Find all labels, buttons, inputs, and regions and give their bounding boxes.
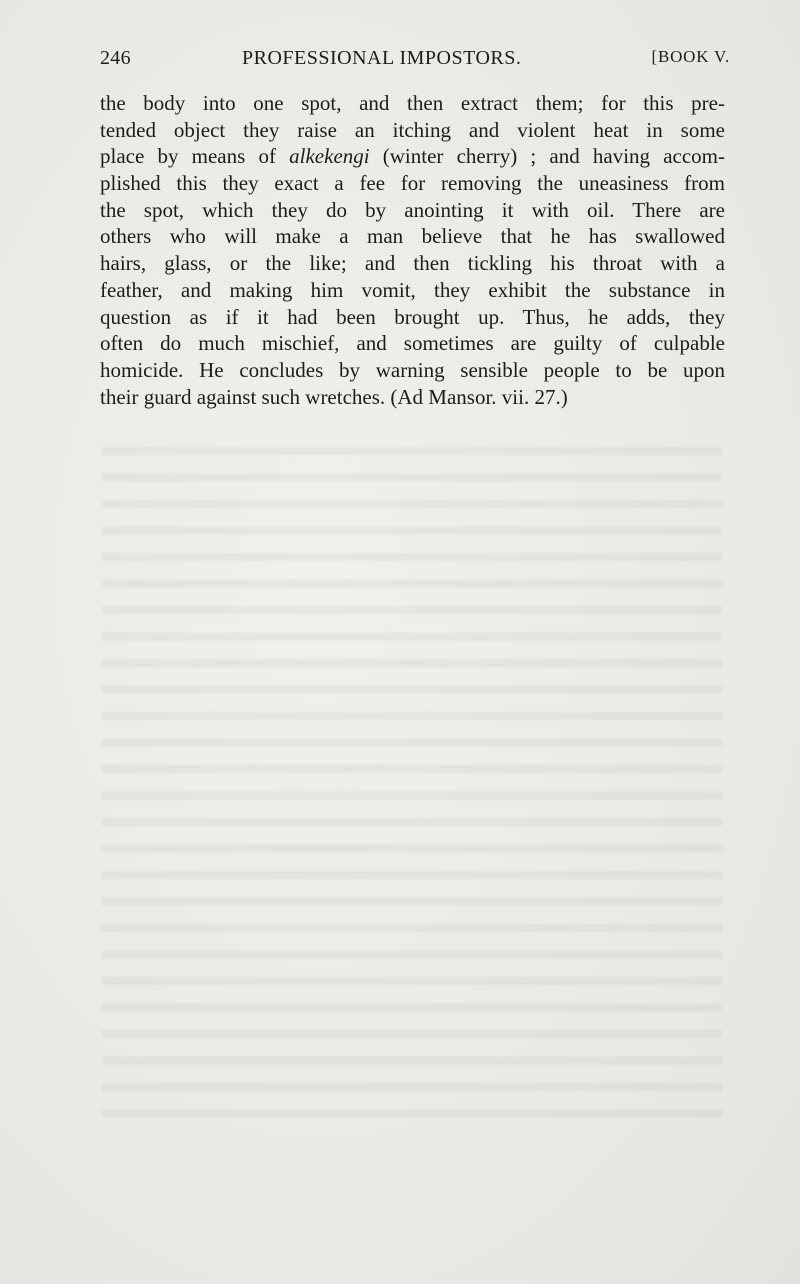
text-line: the body into one spot, and then extract them; for this pre- bbox=[100, 91, 725, 115]
text-line: their guard against such wretches. (Ad Mansor. vii. 27.) bbox=[100, 384, 568, 409]
text-line-start: place by means of bbox=[100, 144, 290, 169]
book-section: [BOOK V. bbox=[651, 47, 730, 66]
main-paragraph bbox=[100, 90, 725, 410]
text-line bbox=[100, 143, 725, 170]
text-line: homicide. He concludes by warning sensible people to be upon bbox=[100, 357, 725, 382]
page-number: 246 bbox=[100, 47, 131, 69]
text-line-end: (winter cherry) ; and having accom- bbox=[369, 144, 725, 169]
text-line: often do much mischief, and sometimes are guilty of culpable bbox=[100, 331, 725, 356]
text-line: others who will make a man believe that he has swallowed bbox=[100, 224, 725, 249]
text-line: the spot, which they do by anointing it with oil. There are bbox=[100, 197, 725, 222]
text-line: question as if it had been brought up. Thus, he adds, they bbox=[100, 304, 725, 329]
running-title: PROFESSIONAL IMPOSTORS. bbox=[242, 47, 522, 69]
text-line: hairs, glass, or the like; and then tickling his throat with a bbox=[100, 251, 725, 276]
italic-term: alkekengi bbox=[289, 144, 370, 169]
text-line: feather, and making him vomit, they exhibit the substance in bbox=[100, 277, 725, 302]
text-line: plished this they exact a fee for removing the uneasiness from bbox=[100, 171, 725, 196]
text-line: tended object they raise an itching and violent heat in some bbox=[100, 117, 725, 142]
reverse-side-showthrough bbox=[102, 435, 722, 1135]
running-header bbox=[100, 47, 730, 73]
